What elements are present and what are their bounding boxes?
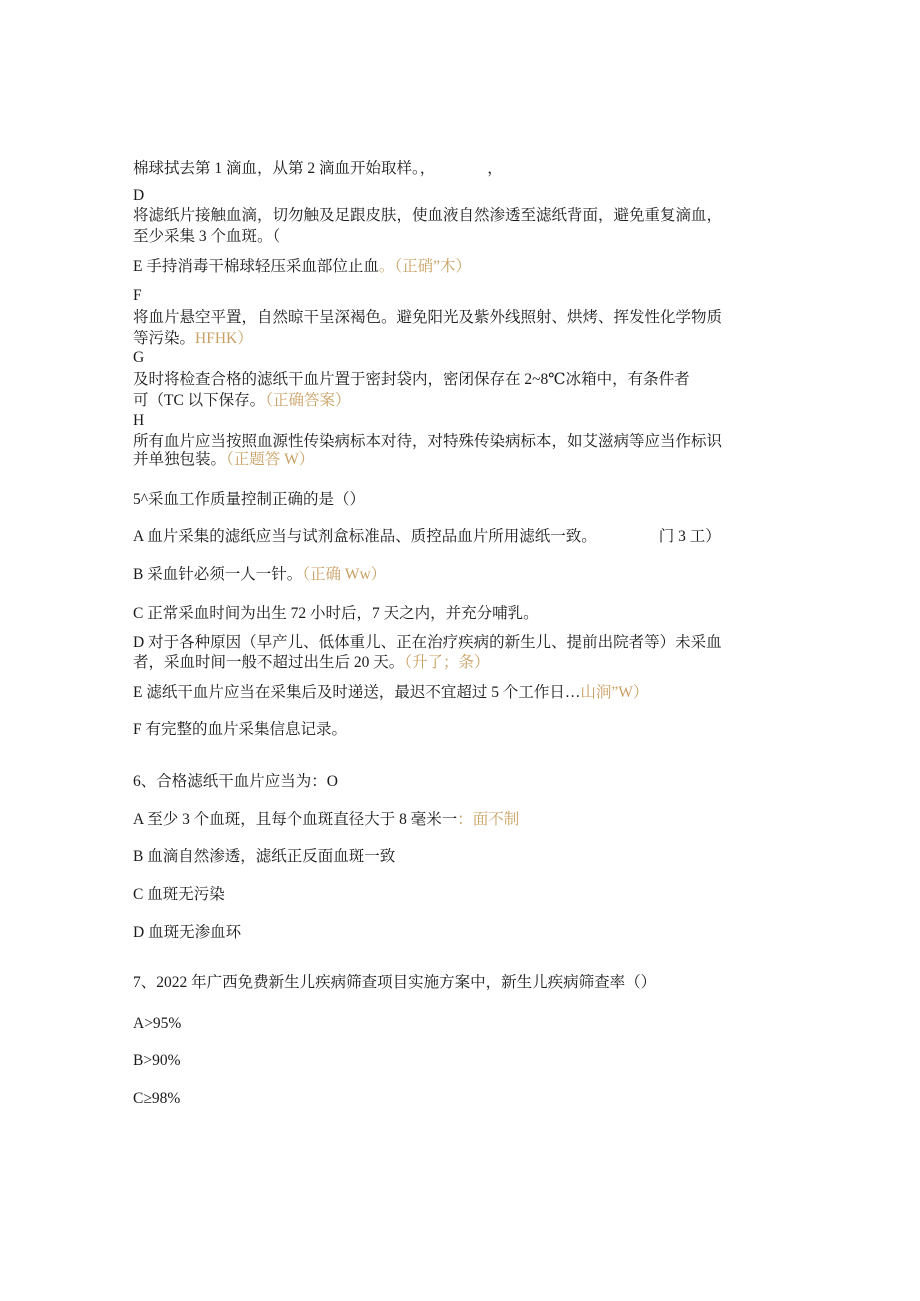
q4-option-f-text: 等污染。 bbox=[133, 330, 196, 347]
q5-option-d-line2 bbox=[133, 653, 490, 673]
q4-option-e-answer: 。（正硝”木） bbox=[378, 258, 471, 275]
q4-option-d-line2: 至少采集 3 个血斑。（ bbox=[133, 228, 281, 245]
q4-option-g-line1: 及时将检查合格的滤纸干血片置于密封袋内，密闭保存在 2~8℃冰箱中，有条件者 bbox=[133, 371, 690, 388]
q5-option-e-answer: 山涧”W） bbox=[580, 684, 649, 701]
q4-option-e bbox=[133, 257, 471, 277]
q4-option-f-line1: 将血片悬空平置，自然晾干呈深褐色。避免阳光及紫外线照射、烘烤、挥发性化学物质 bbox=[133, 309, 723, 326]
q4-option-h-answer: （正题答 W） bbox=[226, 451, 315, 468]
q4-option-f-line2 bbox=[133, 329, 253, 349]
q5-option-e bbox=[133, 683, 648, 703]
q4-option-g-letter: G bbox=[133, 349, 145, 366]
q6-option-a-answer: ：面不制 bbox=[457, 811, 520, 828]
q4-option-g-answer: （正确答案） bbox=[265, 392, 351, 409]
q4-option-d-letter: D bbox=[133, 187, 145, 204]
q5-option-e-text: E 滤纸干血片应当在采集后及时递送，最迟不宜超过 5 个工作日… bbox=[133, 684, 581, 701]
q4-option-e-text: E 手持消毒干棉球轻压采血部位止血 bbox=[133, 258, 379, 275]
q6-option-c: C 血斑无污染 bbox=[133, 886, 225, 903]
q4-option-g-line2 bbox=[133, 391, 350, 411]
q4-option-d-line1: 将滤纸片接触血滴，切勿触及足跟皮肤，使血液自然渗透至滤纸背面，避免重复滴血， bbox=[133, 207, 723, 224]
q5-option-a bbox=[133, 527, 721, 547]
q6-option-a-text: A 至少 3 个血斑，且每个血斑直径大于 8 毫米一 bbox=[133, 811, 458, 828]
q4-option-f-answer: HFHK） bbox=[195, 330, 253, 347]
q5-option-a-tail: 门 3 工） bbox=[658, 528, 721, 545]
q6-title: 6、合格滤纸干血片应当为：O bbox=[133, 773, 338, 790]
q5-option-f: F 有完整的血片采集信息记录。 bbox=[133, 721, 347, 738]
q4-option-g-text: 可（TC 以下保存。 bbox=[133, 392, 266, 409]
q7-option-b: B>90% bbox=[133, 1052, 181, 1069]
q5-option-b bbox=[133, 565, 386, 585]
q7-title: 7、2022 年广西免费新生儿疾病筛查项目实施方案中，新生儿疾病筛查率（） bbox=[133, 974, 657, 991]
q6-option-a bbox=[133, 810, 519, 830]
q5-option-b-text: B 采血针必须一人一针。 bbox=[133, 566, 303, 583]
q5-title: 5^采血工作质量控制正确的是（） bbox=[133, 491, 366, 508]
q6-option-b: B 血滴自然渗透，滤纸正反面血斑一致 bbox=[133, 848, 396, 865]
q4-option-h-line2 bbox=[133, 450, 314, 470]
q4-option-h-letter: H bbox=[133, 412, 145, 429]
q4-top-line bbox=[133, 159, 503, 179]
q5-option-b-answer: （正确 Ww） bbox=[302, 566, 387, 583]
q7-option-c: C≥98% bbox=[133, 1090, 181, 1107]
q4-top-text: 棉球拭去第 1 滴血，从第 2 滴血开始取样。， bbox=[133, 160, 436, 177]
q4-option-h-line1: 所有血片应当按照血源性传染病标本对待，对特殊传染病标本，如艾滋病等应当作标识 bbox=[133, 433, 723, 450]
q5-option-d-text: 者，采血时间一般不超过出生后 20 天。 bbox=[133, 654, 405, 671]
q4-top-comma: ， bbox=[487, 160, 503, 177]
q6-option-d: D 血斑无渗血环 bbox=[133, 924, 242, 941]
q5-option-a-text: A 血片采集的滤纸应当与试剂盒标准品、质控品血片所用滤纸一致。 bbox=[133, 528, 597, 545]
q4-option-h-text: 并单独包装。 bbox=[133, 451, 227, 468]
q4-option-f-letter: F bbox=[133, 287, 142, 304]
q5-option-d-answer: （升了；条） bbox=[404, 654, 490, 671]
q7-option-a: A>95% bbox=[133, 1015, 182, 1032]
q5-option-c: C 正常采血时间为出生 72 小时后，7 天之内，并充分哺乳。 bbox=[133, 605, 539, 622]
q5-option-d-line1: D 对于各种原因（早产儿、低体重儿、正在治疗疾病的新生儿、提前出院者等）未采血 bbox=[133, 634, 722, 651]
